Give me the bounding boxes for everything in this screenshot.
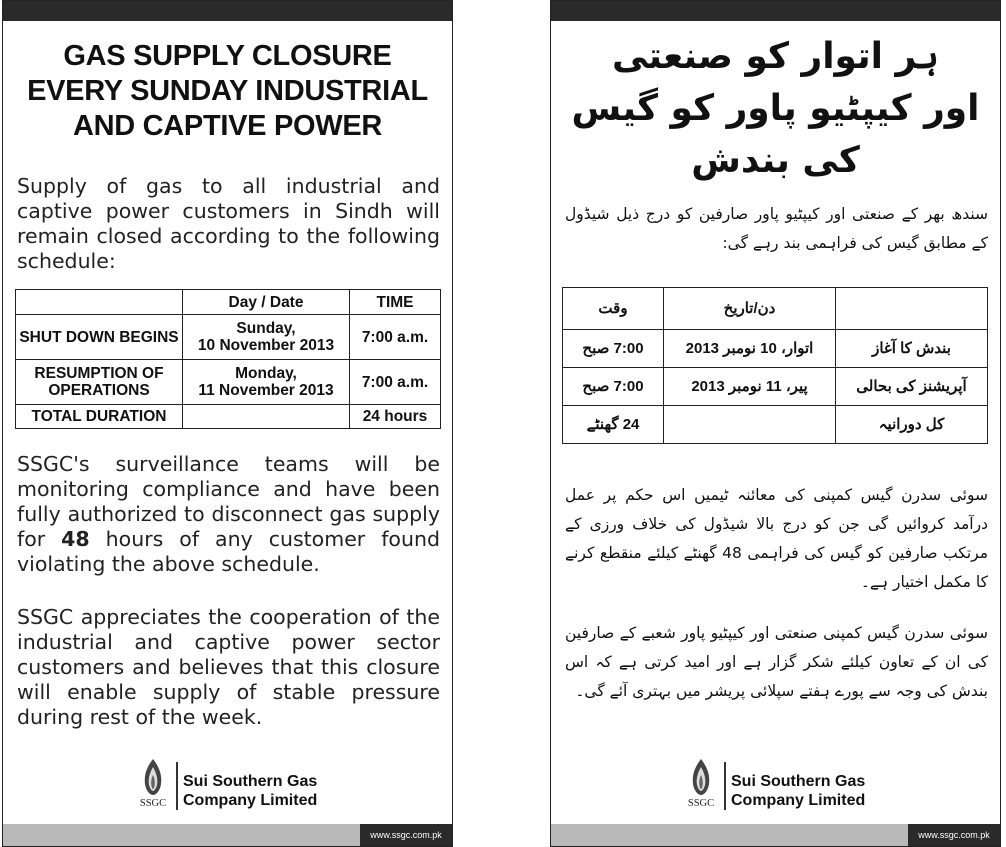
schedule-table (15, 289, 441, 429)
logo-divider (724, 762, 726, 810)
urdu-surveillance-paragraph: سوئی سدرن گیس کمپنی کی معائنہ ٹیمیں اس حکم پر عمل درآمد کروائیں گی جن کو درج بالا شیڈول کی خلاف ورزی کے مرتکب صارفین کو گیس کی فراہمی 48 گھنٹے کیلئے منقطع کرنے کا مکمل اختیار ہے۔ (565, 486, 988, 591)
row-date-full: 11 November 2013 (198, 382, 334, 399)
row-label: کل دورانیہ (836, 406, 988, 444)
company-name-line: Company Limited (731, 792, 866, 809)
table-row (16, 360, 441, 405)
logo-abbreviation: SSGC (139, 798, 167, 809)
row-date-day: Monday, (235, 365, 297, 382)
website-url: www.ssgc.com.pk (360, 824, 452, 846)
row-label: SHUT DOWN BEGINS (16, 315, 183, 360)
english-notice-panel (2, 0, 453, 847)
row-time: 24 hours (350, 405, 441, 429)
urdu-intro-paragraph: سندھ بھر کے صنعتی اور کیپٹیو پاور صارفین کو درج ذیل شیڈول کے مطابق گیس کی فراہمی بند رہے گی: (565, 205, 988, 252)
urdu-schedule-table (562, 287, 988, 444)
logo-abbreviation: SSGC (687, 798, 715, 809)
top-bar (551, 1, 1000, 21)
company-name-line: Company Limited (183, 792, 318, 809)
para2-text-start: SSGC's surveillance teams will be monitoring compliance and have been fully authorized to disconnect gas supply for (17, 452, 440, 551)
flame-icon (142, 758, 164, 796)
urdu-notice-panel (550, 0, 1001, 847)
table-header-time: وقت (563, 288, 664, 330)
company-name (731, 772, 865, 810)
table-row (16, 315, 441, 360)
row-date-full: 10 November 2013 (197, 337, 335, 354)
row-time: 7:00 a.m. (350, 360, 441, 405)
row-time: 7:00 صبح (563, 330, 664, 368)
table-header-date: Day / Date (183, 290, 350, 315)
row-date (183, 360, 350, 405)
row-date: اتوار، 10 نومبر 2013 (664, 330, 836, 368)
title-line: ہر اتوار کو صنعتی (611, 36, 939, 77)
row-label: آپریشنز کی بحالی (836, 368, 988, 406)
row-time: 7:00 صبح (563, 368, 664, 406)
table-row (16, 405, 441, 429)
urdu-notice-title (563, 31, 988, 187)
company-name-line: Sui Southern Gas (183, 773, 318, 790)
appreciation-paragraph: SSGC appreciates the cooperation of the industrial and captive power sector customers and believes that this closure will enable supply of stable pressure during rest of the week. (17, 605, 440, 729)
table-row (563, 368, 988, 406)
website-url: www.ssgc.com.pk (908, 824, 1000, 846)
row-date: پیر، 11 نومبر 2013 (664, 368, 836, 406)
table-header-date: دن/تاریخ (664, 288, 836, 330)
logo-divider (176, 762, 178, 810)
urdu-appreciation-paragraph: سوئی سدرن گیس کمپنی صنعتی اور کیپٹیو پاور شعبے کے صارفین کی ان کے تعاون کیلئے شکر گزار ہے اور امید کرتی ہے کہ اس بندش کی وجہ سے پورے ہفتے سپلائی پریشر میں بہتری آئے گی۔ (565, 624, 988, 700)
company-name (183, 772, 317, 810)
intro-paragraph: Supply of gas to all industrial and captive power customers in Sindh will remain closed according to the following schedule: (17, 174, 440, 273)
top-bar (3, 1, 452, 21)
company-name-line: Sui Southern Gas (731, 773, 866, 790)
row-label: RESUMPTION OF OPERATIONS (16, 360, 183, 405)
ssgc-logo (679, 758, 889, 812)
title-line: اور کیپٹیو پاور کو گیس (571, 88, 980, 129)
row-label: TOTAL DURATION (16, 405, 183, 429)
ssgc-logo (131, 758, 341, 812)
table-header-blank (836, 288, 988, 330)
row-date (664, 406, 836, 444)
title-line: EVERY SUNDAY INDUSTRIAL (27, 75, 428, 107)
row-date-day: Sunday, (236, 320, 296, 337)
para2-text-end: hours of any customer found violating the above schedule. (17, 527, 440, 576)
table-row (563, 406, 988, 444)
title-line: GAS SUPPLY CLOSURE (63, 40, 392, 72)
row-label: بندش کا آغاز (836, 330, 988, 368)
surveillance-paragraph (17, 452, 440, 577)
row-time: 24 گھنٹے (563, 406, 664, 444)
row-date (183, 405, 350, 429)
table-row (563, 330, 988, 368)
table-header-blank (16, 290, 183, 315)
row-date (183, 315, 350, 360)
title-line: AND CAPTIVE POWER (72, 110, 383, 142)
row-time: 7:00 a.m. (350, 315, 441, 360)
flame-icon (690, 758, 712, 796)
para2-hours: 48 (61, 527, 90, 551)
title-line: کی بندش (691, 140, 860, 181)
table-header-time: TIME (350, 290, 441, 315)
notice-title (15, 39, 440, 144)
